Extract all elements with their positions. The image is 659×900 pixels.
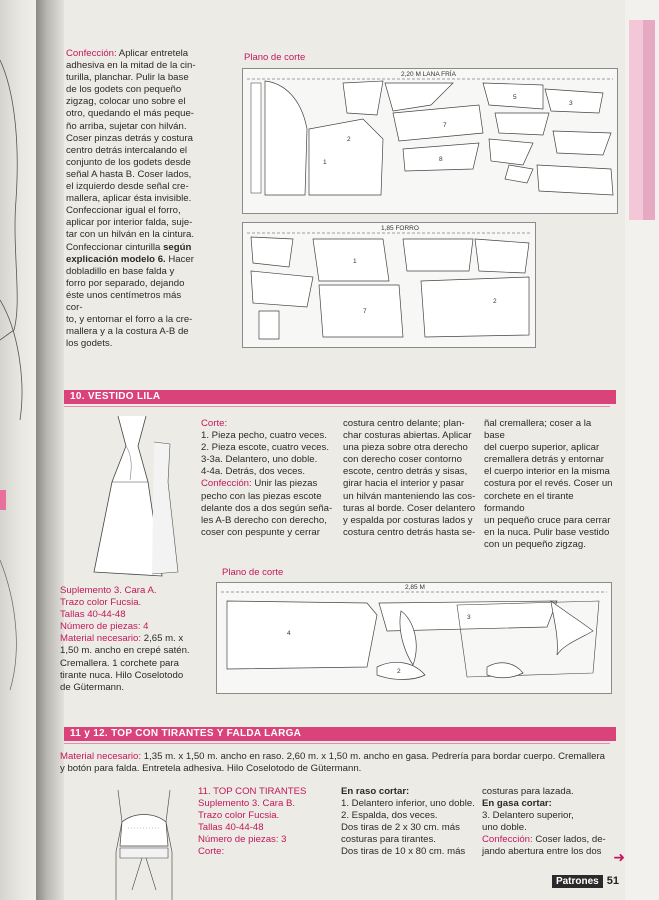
plan2-title: Plano de corte [222,567,284,578]
brand-logo: Patrones [552,875,603,888]
material-11-text: Material necesario: 1,35 m. x 1,50 m. ancho en raso. 2,60 m. x 1,50 m. ancho en gasa. Pedrería para bordar cuerpo. Cremallera y botón para falda. Entretela adhesiva. Hilo Coselotodo de Gütermann. [60,751,606,775]
section-10-heading: 10. VESTIDO LILA [64,390,616,404]
svg-text:3: 3 [569,100,573,107]
svg-text:3: 3 [467,614,471,621]
svg-text:7: 7 [363,308,367,315]
confeccion-10-col2: costura centro delante; plan- char costuras abiertas. Aplicar una pieza sobre otra derecho con derecho coser contorno escote, centro detrás y sisas, girar hacia el interior y pasar un hilván manteniendo las cos- turas al borde. Coser delantero y espalda por costuras lados y costura centro detrás hasta se- [343,418,476,538]
cutting-plan-forro [242,222,536,348]
section-10-rule [64,406,610,407]
continue-arrow-icon: ➜ [613,849,625,865]
left-page-edge [0,0,36,900]
right-page-edge [625,0,659,900]
confeccion-label: Confección: [66,48,117,59]
left-page-sketch [0,0,36,900]
cutting-plan-lana [242,68,618,214]
top-confeccion-text: Confección: Aplicar entretela adhesiva en la mitad de la cin- turilla, planchar. Pulir la base de los godets con pequeño zigzag, colocar uno sobre el otro, quedando el más peque- ño arriba, sujetar con hilván. Coser pinzas detrás y costura centro detrás intercalando el conjunto de los godets desde señal A hasta B. Coser lados, el izquierdo desde señal cre- mallera, aplicar ésta invisible. Confeccionar igual el forro, aplicar por interior falda, suje- tar con un hilván en la cintura. Confeccionar cinturilla según explicación modelo 6. Hacer dobladillo en base falda y forro por separado, dejando éste unos centímetros más cor- to, y entornar el forro a la cre- mallera y a la costura A-B de los godets. [66,48,196,350]
svg-text:1: 1 [353,258,357,265]
svg-text:2: 2 [397,668,401,675]
side-tab-inner [643,20,655,220]
svg-text:8: 8 [439,156,443,163]
page-number: 51 [606,875,619,887]
gasa-11-text: costuras para lazada. En gasa cortar: 3. Delantero superior, uno doble. Confección: Coser lados, de- jando abertura entre los dos [482,786,606,858]
confeccion-10-col3: ñal cremallera; coser a la base del cuerpo superior, aplicar cremallera detrás y entornar el cuerpo interior en la misma costura por el revés. Coser un corchete en el tirante formando un pequeño cruce para cerrar en la nuca. Pulir base vestido con un pequeño zigzag. [484,418,613,550]
svg-text:1: 1 [323,159,327,166]
svg-text:7: 7 [443,122,447,129]
cutting-plan-vestido [216,582,612,694]
section-11-heading: 11 y 12. TOP CON TIRANTES Y FALDA LARGA [64,727,616,741]
section-11-rule [64,743,610,744]
svg-text:4: 4 [287,630,291,637]
corte-10-text: Corte: 1. Pieza pecho, cuatro veces. 2. Pieza escote, cuatro veces. 3-3a. Delantero, uno doble. 4-4a. Detrás, dos veces. Confección: Unir las piezas pecho con las piezas escote delante dos a dos según seña- les A-B derecho con derecho, coser con pespunte y cerrar [201,418,333,538]
raso-11-text: En raso cortar: 1. Delantero inferior, uno doble. 2. Espalda, dos veces. Dos tiras de 2 x 30 cm. más costuras para tirantes. Dos tiras de 10 x 80 cm. más [341,786,475,858]
svg-text:2: 2 [347,136,351,143]
page-footer [552,875,619,888]
plan1-title: Plano de corte [244,52,306,63]
dress-illustration [82,412,182,582]
svg-text:5: 5 [513,94,517,101]
supplement-10-text: Suplemento 3. Cara A. Trazo color Fucsia. Tallas 40-44-48 Número de piezas: 4 Material necesario: 2,65 m. x 1,50 m. ancho en crepé satén. Cremallera. 1 corchete para tirante nuca. Hilo Coselotodo de Gütermann. [60,585,190,693]
plan2-width-label: 2,85 M [405,584,425,591]
supplement-11-text: 11. TOP CON TIRANTES Suplemento 3. Cara B. Trazo color Fucsia. Tallas 40-44-48 Número de piezas: 3 Corte: [198,786,307,858]
svg-text:2: 2 [493,298,497,305]
plan1-width-label: 2,20 M LANA FRÍA [401,71,456,78]
top-illustration [108,782,188,900]
plan1-forro-label: 1,85 FORRO [381,225,419,232]
